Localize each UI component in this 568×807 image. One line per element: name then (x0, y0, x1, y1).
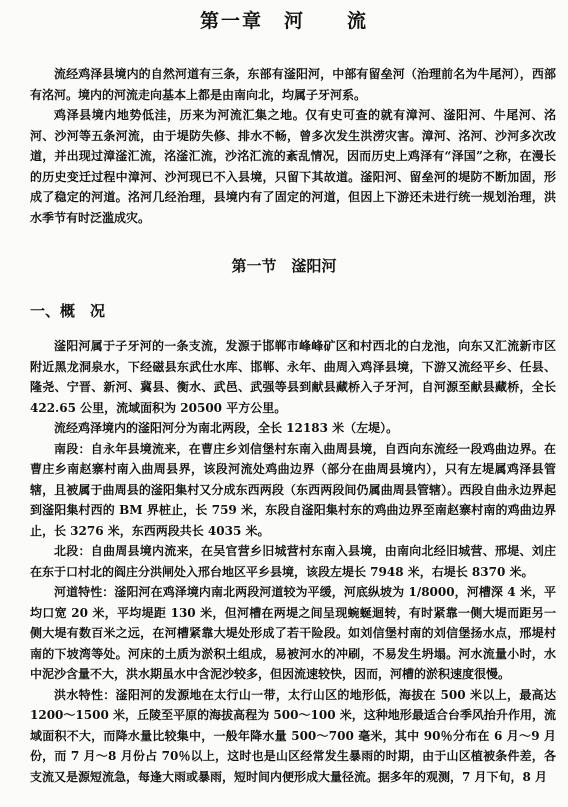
intro-paragraph: 鸡泽县境内地势低洼，历来为河流汇集之地。仅有史可查的就有漳河、滏阳河、牛尾河、洺河、沙河等五条河流，由于堤防失修、排水不畅，曾多次发生洪涝灾害。漳河、洺河、沙河多次改道，并出现过漳滏汇流，洺滏汇流，沙洺汇流的紊乱情况，因而历史上鸡泽有“泽国”之称，在漫长的历史变迁过程中漳河、沙河现已不入县境，只留下其故道。滏阳河、留垒河的堤防不断加固，形成了稳定的河道。洺河几经治理，县境内有了固定的河道，但因上下游还未进行统一规划治理，洪水季节有时泛滥成灾。 (30, 108, 556, 225)
section-title: 第一节 滏阳河 (231, 257, 337, 275)
body-paragraph (30, 582, 556, 685)
body-paragraph (30, 418, 556, 439)
paragraph-text: 自永年县境流来，在曹庄乡刘信堡村东南入曲周县境，自西向东流经一段鸡曲边界。在曹庄乡南赵寨村南入曲周县界，该段河流处鸡曲边界（部分在曲周县境内），只有左堤属鸡泽县管辖，且被属于曲周县的滏阳集村又分成东西两段（东西两段间仍属曲周县管辖）。西段自曲永边界起到滏阳集村西的 BM 界桩止，长 759 米，东段自滏阳集村东的鸡曲边界至南赵寨村南的鸡曲边界止，长 3276 米，东西两段共长 4035 米。 (30, 441, 556, 538)
body-paragraph (30, 439, 556, 542)
paragraph-lead: 北段： (54, 544, 91, 558)
paragraph-text: 自曲周县境内流来，在吴官营乡旧城营村东南入县境，由南向北经旧城营、邢堤、刘庄在东于口村北的阎庄分洪闸处入邢台地区平乡县境，该段左堤长 7948 米，右堤长 8370 米。 (30, 544, 556, 579)
paragraph-text: 流经鸡泽境内的滏阳河分为南北两段，全长 12183 米（左堤）。 (54, 421, 399, 435)
body-paragraph (30, 685, 556, 788)
paragraph-lead: 洪水特性： (54, 687, 116, 702)
body-paragraph (30, 336, 556, 418)
chapter-title: 第一章 河 流 (199, 10, 368, 32)
section-body (30, 336, 556, 787)
paragraph-text: 滏阳河的发源地在太行山一带，太行山区的地形低，海拔在 500 米以上，最高达 1200～1500 米，丘陵至平原的海拔高程为 500～100 米，这种地形最适合台季风抬升作用，流域面积不大，而降水量比较集中，一般年降水量 500～700 毫米，其中 90％分布在 6 月～9 月份，而 7 月～8 月份占 70％以上，这时也是山区经常发生暴雨的时期，由于山区植被条件差，各支流又是源短流急，每逢大雨或暴雨，短时间内便形成大量径流。据多年的观测，7 月下旬，8 月 (30, 687, 556, 784)
paragraph-text: 滏阳河在鸡泽境内南北两段河道较为平缓，河底纵坡为 1/8000，河槽深 4 米，平均口宽 20 米，平均堤距 130 米，但河槽在两堤之间呈现蜿蜒迴转，有时紧靠一侧大堤而距另一侧大堤有数百米之远，在河槽紧靠大堤处形成了若干险段。如刘信堡村南的刘信堡扬水点，邢堤村南的下坡湾等处。河床的土质为淤积土组成，易被河水的冲刷，不易发生坍塌。河水流量小时，水中泥沙含量不大，洪水期虽水中含泥沙较多，但因流速较快，因而，河槽的淤积速度很慢。 (30, 585, 556, 681)
paragraph-lead: 南段： (54, 441, 91, 456)
body-paragraph (30, 541, 556, 582)
subsection-title: 一、概 况 (30, 302, 106, 320)
chapter-intro (30, 64, 556, 228)
paragraph-lead: 河道特性： (54, 585, 115, 599)
paragraph-text: 滏阳河属于子牙河的一条支流，发源于邯郸市峰峰矿区和村西北的白龙池，向东又汇流新市区附近黑龙洞泉水，下经磁县东武仕水库、邯郸、永年、曲周入鸡泽县境，下游又流经平乡、任县、隆尧、宁晋、新河、冀县、衡水、武邑、武强等县到献县藏桥入子牙河，自河源至献县藏桥，全长 422.65 公里，流域面积为 20500 平方公里。 (30, 339, 556, 415)
intro-paragraph: 流经鸡泽县境内的自然河道有三条，东部有滏阳河，中部有留垒河（治理前名为牛尾河），西部有洺河。境内的河流走向基本上都是由南向北，均属子牙河系。 (30, 67, 556, 102)
